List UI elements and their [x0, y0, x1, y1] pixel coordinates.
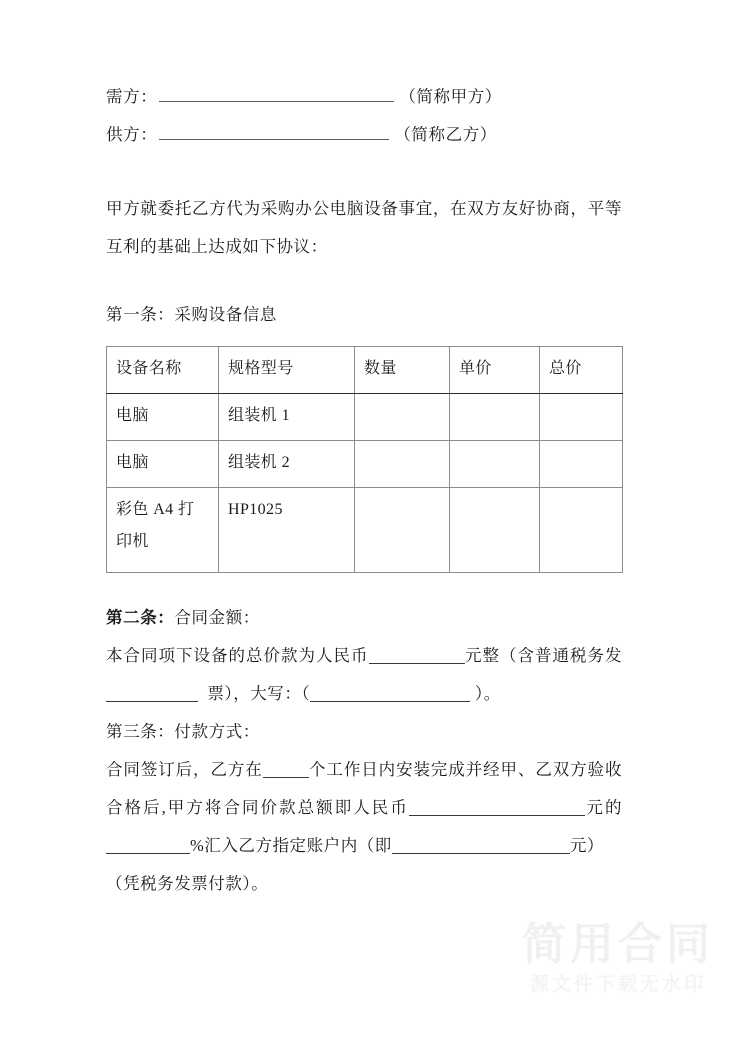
- payment-blank-total-amount[interactable]: [409, 800, 585, 816]
- spacer-table: [106, 334, 622, 346]
- supply-party-suffix: （简称乙方）: [394, 125, 497, 144]
- row-name: 电脑: [107, 441, 219, 488]
- amount-blank-continued[interactable]: [106, 686, 198, 702]
- row-qty[interactable]: [355, 394, 450, 441]
- amount-blank-figures[interactable]: [369, 648, 465, 664]
- amount-text-part2: 元整（含普通税务发: [464, 646, 622, 665]
- row-name: 电脑: [107, 394, 219, 441]
- row-unit-price[interactable]: [450, 488, 540, 573]
- row-total-price[interactable]: [540, 441, 623, 488]
- table-header-total-price: 总价: [540, 347, 623, 394]
- document-content: [106, 78, 622, 903]
- section-three-number: 第三条：: [106, 722, 175, 741]
- spacer-section-two: [106, 573, 622, 599]
- payment-clause-paragraph: [106, 751, 622, 865]
- table-header-unit-price: 单价: [450, 347, 540, 394]
- amount-text-part4: ）。: [474, 684, 501, 703]
- table-row: [107, 394, 623, 441]
- row-qty[interactable]: [355, 441, 450, 488]
- row-unit-price[interactable]: [450, 394, 540, 441]
- demand-party-blank[interactable]: [159, 84, 394, 102]
- section-three-title: 付款方式：: [174, 722, 260, 741]
- row-total-price[interactable]: [540, 394, 623, 441]
- spacer-section-one: [106, 266, 622, 296]
- section-one-heading: [106, 296, 622, 334]
- payment-text-p5: %汇入乙方指定账户内（即: [190, 836, 392, 855]
- section-three-heading: [106, 713, 622, 751]
- payment-invoice-note: （凭税务发票付款）。: [106, 874, 269, 893]
- demand-party-suffix: （简称甲方）: [399, 87, 502, 106]
- row-total-price[interactable]: [540, 488, 623, 573]
- section-one-title: 采购设备信息: [174, 305, 278, 324]
- amount-text-part1: 本合同项下设备的总价款为人民币: [106, 646, 369, 665]
- amount-text-part3: 票），大写：（: [207, 684, 311, 703]
- payment-blank-percent[interactable]: [106, 838, 190, 854]
- row-model: 组装机 2: [219, 441, 355, 488]
- watermark-brand: 简用合同: [522, 919, 714, 970]
- table-row: [107, 488, 623, 573]
- intro-paragraph: 甲方就委托乙方代为采购办公电脑设备事宜，在双方友好协商，平等互利的基础上达成如下协议：: [106, 199, 622, 256]
- equipment-table: [106, 346, 623, 573]
- amount-clause-paragraph: [106, 637, 622, 713]
- table-header-model: 规格型号: [219, 347, 355, 394]
- row-model: HP1025: [219, 488, 355, 573]
- section-two-number: 第二条：: [106, 608, 175, 627]
- demand-party-line: [106, 78, 622, 116]
- supply-party-label: 供方：: [106, 125, 158, 144]
- section-one-number: 第一条：: [106, 305, 175, 324]
- amount-blank-uppercase[interactable]: [310, 686, 470, 702]
- spacer-intro: [106, 154, 622, 190]
- table-header-row: [107, 347, 623, 394]
- table-header-name: 设备名称: [107, 347, 219, 394]
- section-two-title: 合同金额：: [174, 608, 260, 627]
- payment-text-p2: 个工作日内安装完成并经甲、乙双方验收: [308, 760, 622, 779]
- payment-text-p1: 合同签订后，乙方在: [106, 760, 263, 779]
- supply-party-line: [106, 116, 622, 154]
- table-header-qty: 数量: [355, 347, 450, 394]
- watermark: [522, 919, 714, 997]
- row-model: 组装机 1: [219, 394, 355, 441]
- payment-text-p3: 合格后,甲方将合同价款总额即人民币: [106, 798, 409, 817]
- row-qty[interactable]: [355, 488, 450, 573]
- payment-blank-actual-amount[interactable]: [392, 838, 570, 854]
- demand-party-label: 需方：: [106, 87, 158, 106]
- row-unit-price[interactable]: [450, 441, 540, 488]
- watermark-tagline: 源文件下载无水印: [529, 973, 706, 995]
- table-row: [107, 441, 623, 488]
- payment-text-p6: 元）: [569, 836, 604, 855]
- row-name: 彩色 A4 打印机: [107, 488, 219, 573]
- payment-text-p4: 元的: [584, 798, 622, 817]
- section-two-heading: [106, 599, 622, 637]
- supply-party-blank[interactable]: [159, 122, 389, 140]
- payment-blank-workdays[interactable]: [263, 762, 309, 778]
